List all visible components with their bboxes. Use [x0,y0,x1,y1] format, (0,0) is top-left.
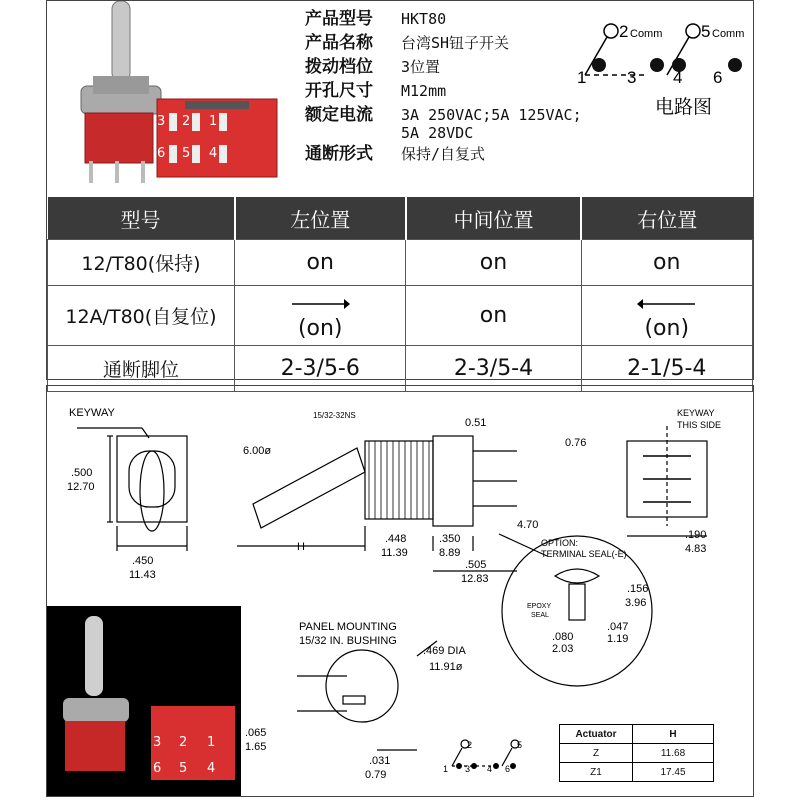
pin-4: 4 [673,68,683,87]
svg-text:6: 6 [505,764,511,774]
comm-2-label: Comm [630,28,663,40]
epoxy-label-1: EPOXY [527,603,552,610]
dim-165: 1.65 [245,741,267,753]
svg-text:5: 5 [517,740,523,750]
arrow-right-icon [290,298,350,310]
pin-label-5: 5 [179,761,188,776]
dim-080: .080 [552,631,574,643]
dim-1191: 11.91ø [429,661,463,673]
spec-value: 保持/自复式 [401,145,486,163]
dim-1139: 11.39 [381,547,408,559]
table-cell: on [406,240,581,286]
spec-value: 台湾SH钮子开关 [401,34,510,52]
table-cell: 2-3/5-4 [406,346,581,392]
col-header: 左位置 [235,197,406,240]
pin-label-3: 3 [157,114,166,129]
table-cell: Z [560,744,633,763]
arrow-left-icon [637,298,697,310]
table-row [48,286,753,346]
spec-row [305,142,582,166]
dim-450: .450 [132,555,154,567]
table-header-row [48,197,753,240]
pin-label-6: 6 [153,761,162,776]
dim-500: .500 [71,467,93,479]
spec-key: 拨动档位 [305,57,373,77]
thread-label: 15/32-32NS [313,411,356,420]
table-cell: 2-1/5-4 [581,346,752,392]
spec-key: 额定电流 [305,105,373,125]
svg-text:2: 2 [467,740,473,750]
pin-label-6: 6 [157,146,166,161]
col-header: 型号 [48,197,235,240]
table-cell: on [581,240,752,286]
table-cell: on [406,286,581,346]
dim-600: 6.00ø [243,445,272,457]
dim-483: 4.83 [685,543,707,555]
dim-1270: 12.70 [67,481,95,493]
svg-text:3: 3 [465,764,471,774]
dim-190: .190 [685,529,707,541]
keyway-label: KEYWAY [69,407,115,419]
pin-label-3: 3 [153,735,162,750]
actuator-table [559,724,714,782]
dim-119: 1.19 [607,633,629,645]
comm-5-number: 5 [701,22,711,41]
drawing-panel [46,385,754,797]
table-cell: 12A/T80(自复位) [48,286,235,346]
dim-505: .505 [465,559,487,571]
dim-065: .065 [245,727,267,739]
spec-value-cont: 5A 28VDC [401,124,474,142]
circuit-diagram [527,9,755,129]
spec-value: HKT80 [401,10,447,28]
pin-label-4: 4 [207,761,216,776]
panel-label-2: 15/32 IN. BUSHING [299,635,397,647]
keyway-side-label-2: THIS SIDE [677,420,722,430]
col-header: Actuator [560,725,633,744]
dim-1143: 11.43 [129,569,156,581]
pin-label-2: 2 [179,735,188,750]
pin-1: 1 [577,68,587,87]
table-cell: on [235,240,406,286]
table-cell: 11.68 [633,744,714,763]
col-header: H [633,725,714,744]
table-cell: 2-3/5-6 [235,346,406,392]
table-row [560,744,714,763]
switch-position-table [47,197,753,392]
table-cell: 通断脚位 [48,346,235,392]
dim-448: .448 [385,533,407,545]
pin-label-5: 5 [182,146,191,161]
spec-value: 3位置 [401,58,441,76]
dim-H: H [297,541,305,553]
pin-6: 6 [713,68,723,87]
keyway-side-label-1: KEYWAY [677,408,715,418]
table-row [560,763,714,782]
option-label-2: TERMINAL SEAL(-E) [541,549,627,559]
switch-photo-bottom [47,606,241,796]
table-cell [581,286,752,346]
dim-889: 8.89 [439,547,461,559]
pin-label-1: 1 [209,114,218,129]
epoxy-label-2: SEAL [531,612,549,619]
dim-470: 4.70 [517,519,539,531]
col-header: 右位置 [581,197,752,240]
dim-1283: 12.83 [461,573,489,585]
comm-5-label: Comm [712,28,745,40]
col-header: 中间位置 [406,197,581,240]
comm-2-number: 2 [619,22,629,41]
pin-label-4: 4 [209,146,218,161]
dim-350: .350 [439,533,461,545]
table-header-row [560,725,714,744]
table-cell: Z1 [560,763,633,782]
option-label-1: OPTION: [541,538,579,548]
spec-value: 3A 250VAC;5A 125VAC; [401,106,582,124]
dim-047: .047 [607,621,629,633]
table-row [48,240,753,286]
table-cell: 17.45 [633,763,714,782]
spec-key: 开孔尺寸 [305,81,373,101]
table-cell: 12/T80(保持) [48,240,235,286]
dim-203: 2.03 [552,643,574,655]
spec-key: 产品型号 [305,9,373,29]
dim-156: .156 [627,583,649,595]
circuit-title: 电路图 [655,97,713,118]
momentary-on-left: (on) [297,315,343,341]
switch-photo-top [57,1,287,191]
pin-label-1: 1 [207,735,216,750]
dim-076: 0.76 [565,437,587,449]
table-cell [235,286,406,346]
pin-3: 3 [627,68,637,87]
svg-text:1: 1 [443,764,449,774]
top-spec-panel [46,0,754,380]
dim-051: 0.51 [465,417,487,429]
dim-396: 3.96 [625,597,647,609]
svg-text:4: 4 [487,764,493,774]
momentary-on-right: (on) [644,315,690,341]
spec-value: M12mm [401,82,447,100]
dim-469: .469 DIA [423,645,466,657]
spec-key: 产品名称 [305,33,373,53]
dim-031: .031 [369,755,391,767]
dim-079: 0.79 [365,769,387,781]
pin-label-2: 2 [182,114,191,129]
spec-key: 通断形式 [305,144,373,164]
panel-label-1: PANEL MOUNTING [299,621,397,633]
